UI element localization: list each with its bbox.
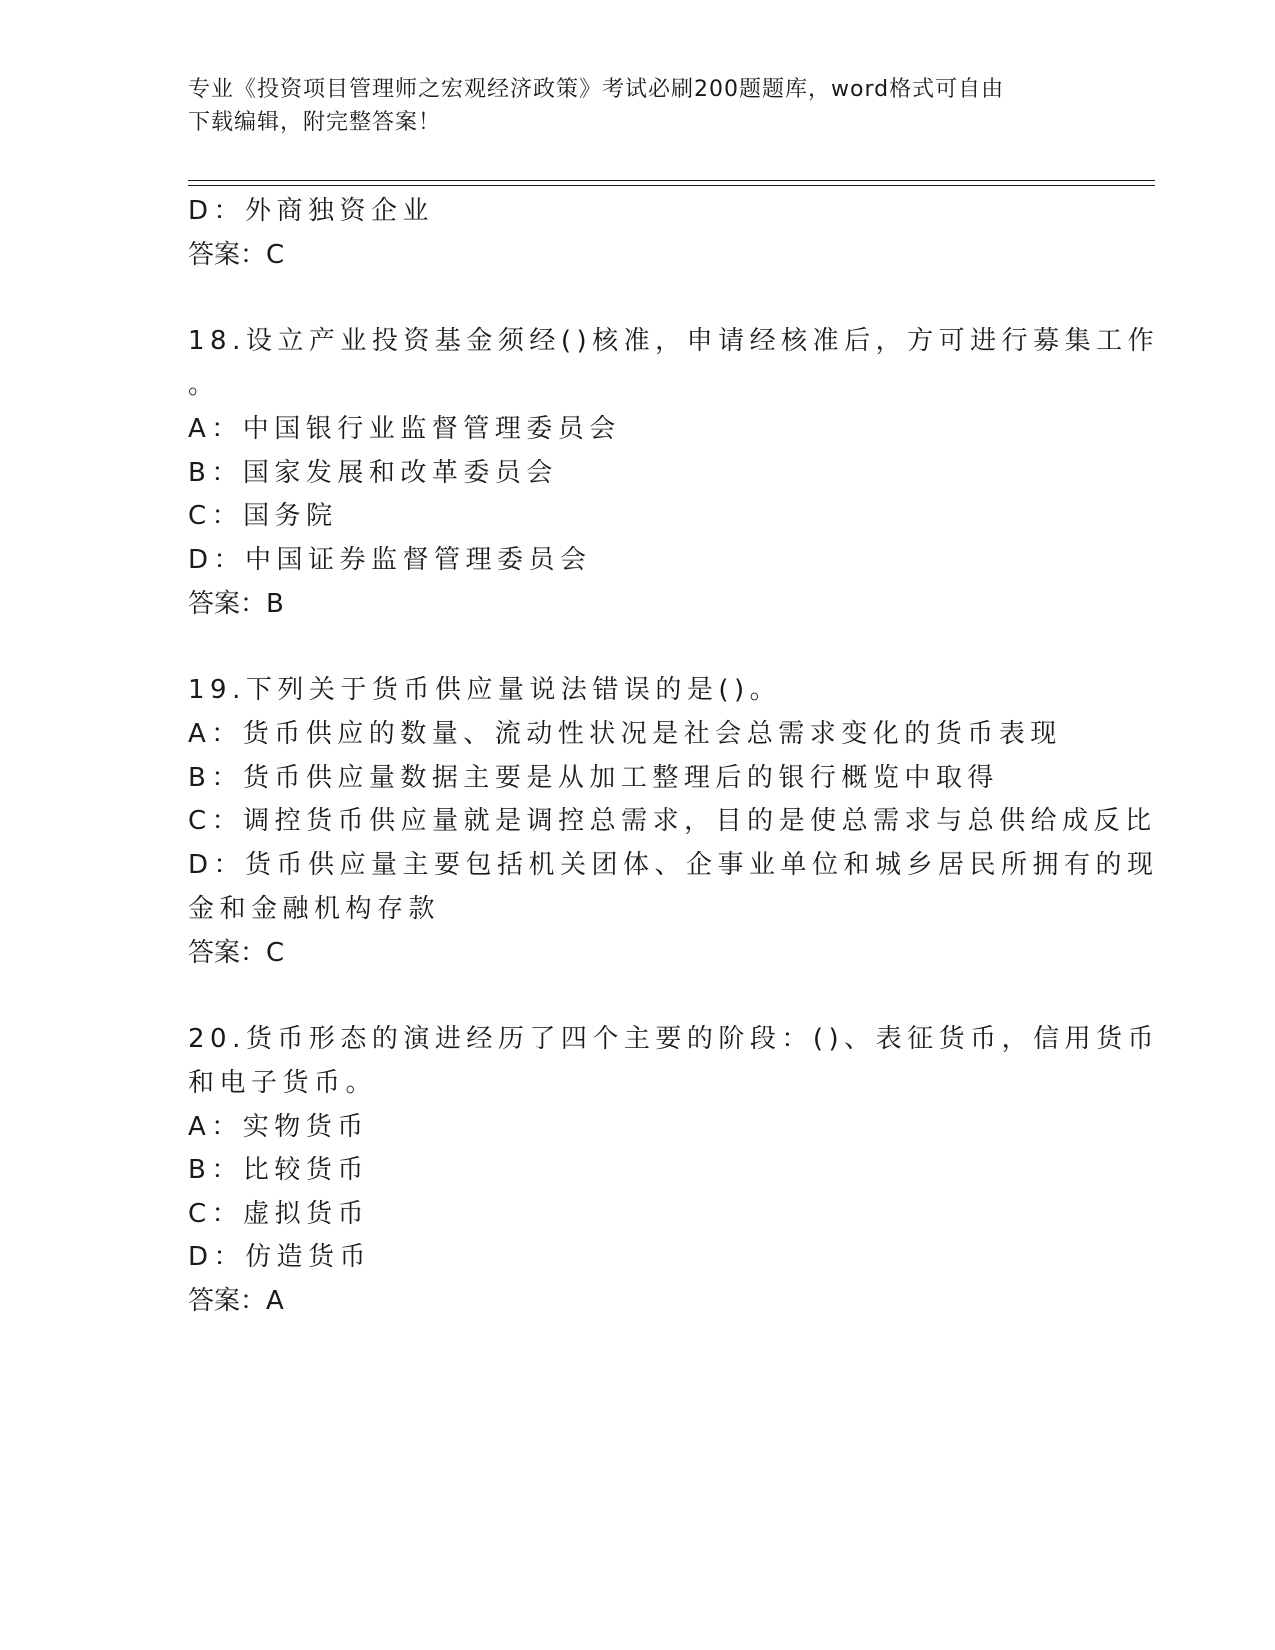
q19-option-d-line1: D：货币供应量主要包括机关团体、企事业单位和城乡居民所拥有的现 xyxy=(188,850,1159,880)
q20-option-c: C：虚拟货币 xyxy=(188,1199,370,1229)
q18-option-c: C：国务院 xyxy=(188,501,338,531)
header-divider-top xyxy=(188,180,1155,181)
q18-option-d: D：中国证券监督管理委员会 xyxy=(188,545,592,575)
q18-answer: 答案：B xyxy=(188,589,284,619)
q19-option-a: A：货币供应的数量、流动性状况是社会总需求变化的货币表现 xyxy=(188,719,1062,749)
prev-answer: 答案：C xyxy=(188,240,285,270)
q18-option-b: B：国家发展和改革委员会 xyxy=(188,458,558,488)
q20-option-d: D：仿造货币 xyxy=(188,1242,372,1272)
q19-option-d-line2: 金和金融机构存款 xyxy=(188,894,441,924)
q19-stem: 19.下列关于货币供应量说法错误的是()。 xyxy=(188,675,782,705)
q20-stem-line2: 和电子货币。 xyxy=(188,1068,378,1098)
document-header xyxy=(188,73,1078,139)
q19-answer: 答案：C xyxy=(188,938,285,968)
header-divider-bottom xyxy=(188,185,1155,186)
q20-option-a: A：实物货币 xyxy=(188,1112,369,1142)
q18-stem-line2: 。 xyxy=(188,370,220,400)
q19-option-b: B：货币供应量数据主要是从加工整理后的银行概览中取得 xyxy=(188,763,999,793)
q18-option-a: A：中国银行业监督管理委员会 xyxy=(188,414,621,444)
prev-option-d: D：外商独资企业 xyxy=(188,196,435,226)
q20-option-b: B：比较货币 xyxy=(188,1155,369,1185)
q19-option-c: C：调控货币供应量就是调控总需求，目的是使总需求与总供给成反比 xyxy=(188,806,1157,836)
header-line-2: 下载编辑，附完整答案！ xyxy=(188,110,442,135)
q20-stem-line1: 20.货币形态的演进经历了四个主要的阶段：()、表征货币，信用货币 xyxy=(188,1024,1160,1054)
q20-answer: 答案：A xyxy=(188,1286,284,1316)
q18-stem-line1: 18.设立产业投资基金须经()核准，申请经核准后，方可进行募集工作 xyxy=(188,326,1160,356)
header-line-1: 专业《投资项目管理师之宏观经济政策》考试必刷200题题库，word格式可自由 xyxy=(188,77,1005,102)
